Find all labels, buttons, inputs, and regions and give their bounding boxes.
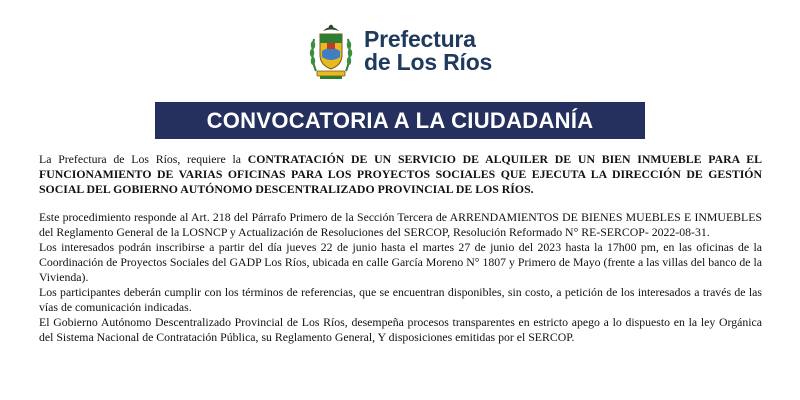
- prefectura-logo: [308, 20, 492, 82]
- paragraph-transparency: El Gobierno Autónomo Descentralizado Provincial de Los Ríos, desempeña procesos transparentes en estricto apego a lo dispuesto en la ley Orgánica del Sistema Nacional de Contratación Pública, su Reglamento General, Y disposiciones emitidas por el SERCOP.: [39, 315, 762, 344]
- notice-body: [39, 152, 762, 345]
- prefectura-crest-icon: [308, 21, 354, 81]
- intro-bold-text: CONTRATACIÓN DE UN SERVICIO DE ALQUILER DE UN BIEN INMUEBLE PARA EL FUNCIONAMIENTO DE VARIAS OFICINAS PARA LOS PROYECTOS SOCIALES QUE EJECUTA LA DIRECCIÓN DE GESTIÓN SOCIAL DEL GOBIERNO AUTÓNOMO DESCENTRALIZADO PROVINCIAL DE LOS RÍOS.: [39, 152, 763, 196]
- paragraph-participants: Los participantes deberán cumplir con los términos de referencias, que se encuentran disponibles, sin costo, a petición de los interesados a través de las vías de comunicación indicadas.: [39, 285, 762, 314]
- paragraph-registration: Los interesados podrán inscribirse a partir del día jueves 22 de junio hasta el martes 27 de junio del 2023 hasta la 17h00 pm, en las oficinas de la Coordinación de Proyectos Sociales del GADP Los Ríos, ubicada en calle García Moreno N° 1807 y Primero de Mayo (frente a las villas del banco de la Vivienda).: [39, 240, 762, 284]
- intro-paragraph: [39, 152, 762, 197]
- paragraph-legal-basis: Este procedimiento responde al Art. 218 del Párrafo Primero de la Sección Tercera de ARRENDAMIENTOS DE BIENES MUEBLES E INMUEBLES del Reglamento General de la LOSNCP y Actualización de Resoluciones del SERCOP, Resolución Reformado N° RE-SERCOP- 2022-08-31.: [39, 210, 762, 239]
- logo-line-1: Prefectura: [364, 26, 476, 52]
- logo-line-2: de Los Ríos: [364, 49, 493, 75]
- banner-title: CONVOCATORIA A LA CIUDADANÍA: [206, 107, 594, 133]
- title-banner: [155, 102, 645, 139]
- logo-wordmark: [364, 28, 492, 74]
- intro-prefix: La Prefectura de Los Ríos, requiere la: [39, 152, 248, 166]
